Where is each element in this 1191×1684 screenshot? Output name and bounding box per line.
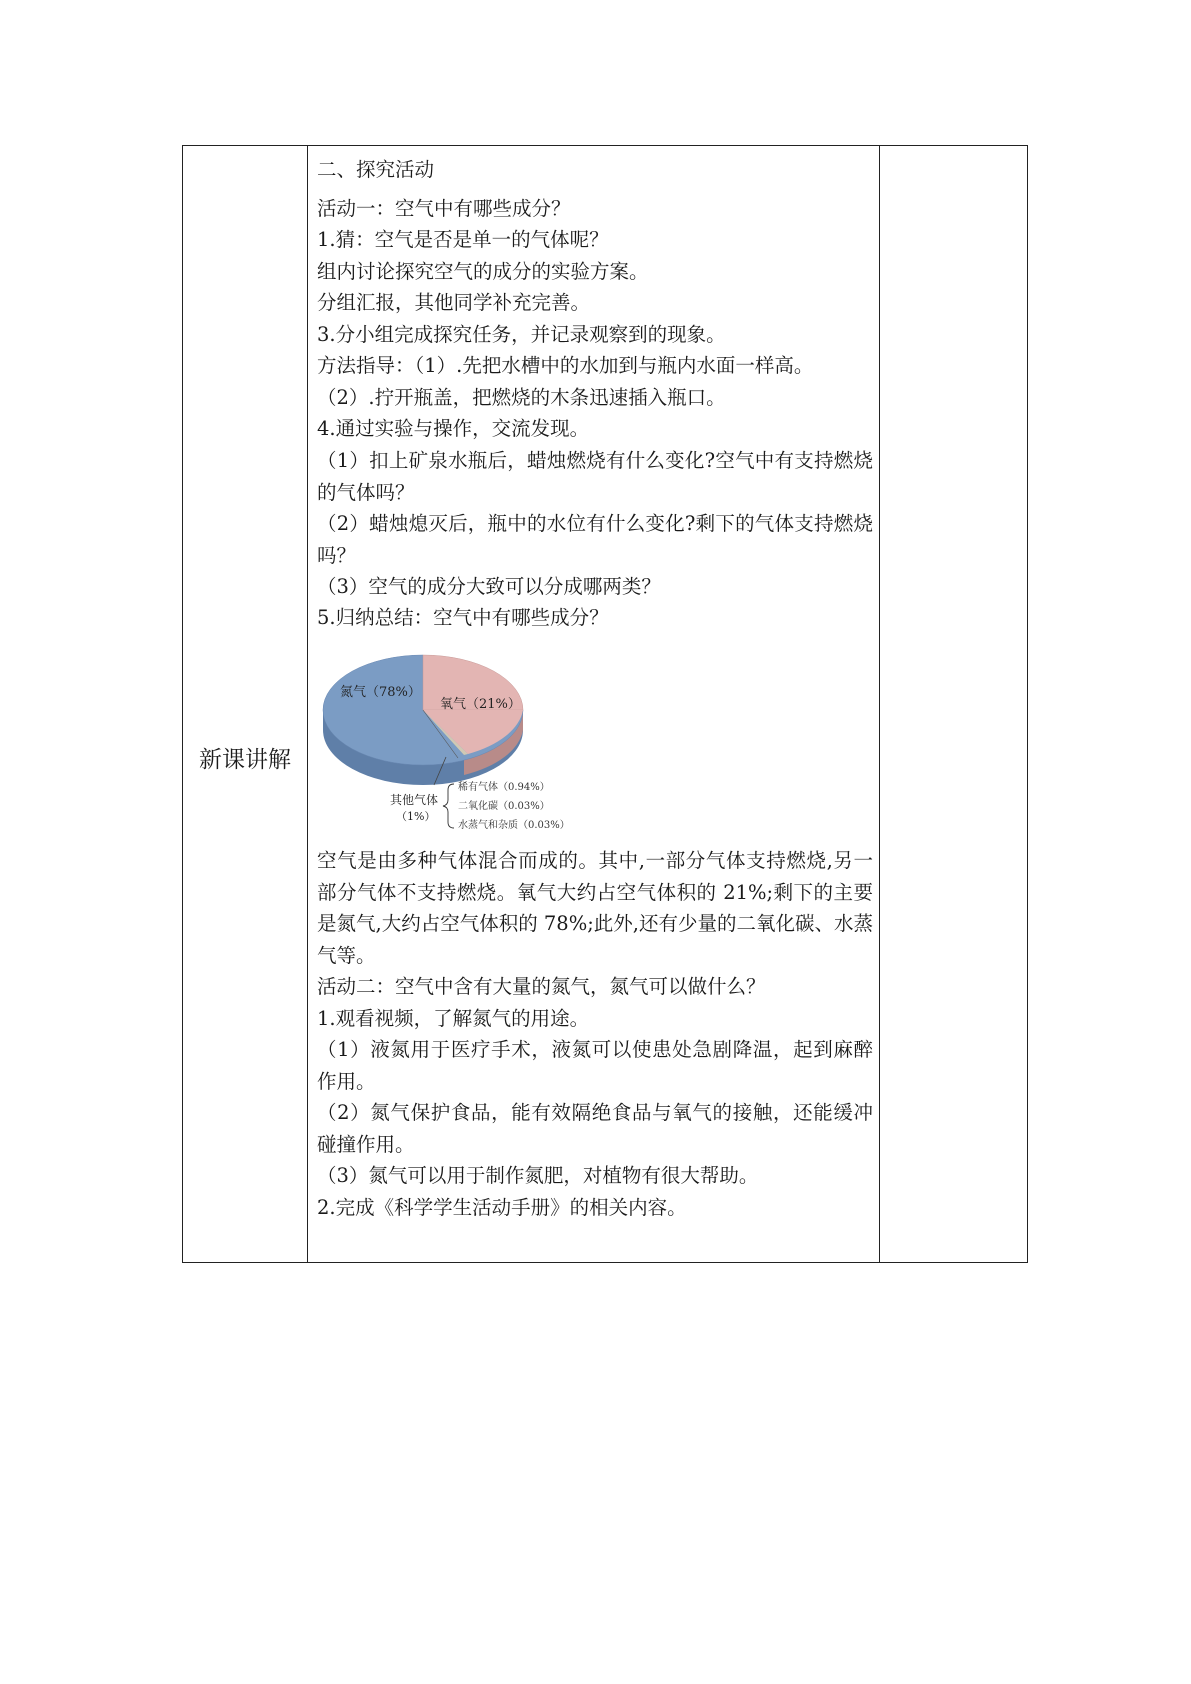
activity-two-title: 活动二：空气中含有大量的氮气，氮气可以做什么？ [317,975,766,998]
text-line: （3）空气的成分大致可以分成哪两类？ [317,575,661,598]
pie-chart-svg [318,650,608,840]
air-composition-pie-chart [318,650,608,840]
text-paragraph: （2）蜡烛熄灭后，瓶中的水位有什么变化?剩下的气体支持燃烧吗？ [317,512,873,567]
text-line: （3）氮气可以用于制作氮肥，对植物有很大帮助。 [317,1164,759,1187]
text-line: 1.观看视频，了解氮气的用途。 [317,1007,590,1030]
text-line: 5.归纳总结：空气中有哪些成分？ [317,606,609,629]
label-other-gases: 其他气体 [390,793,439,807]
brace [443,784,454,828]
label-oxygen: 氧气（21%） [440,697,521,712]
summary-paragraph: 空气是由多种气体混合而成的。其中,一部分气体支持燃烧,另一部分气体不支持燃烧。氧气大约占空气体积的 21%;剩下的主要是氮气,大约占空气体积的 78%;此外,还有少量的二氧化碳、水蒸气等。 [317,849,874,967]
text-line: 1.猜：空气是否是单一的气体呢？ [317,228,609,251]
text-paragraph: （1）扣上矿泉水瓶后，蜡烛燃烧有什么变化?空气中有支持燃烧的气体吗？ [317,449,873,504]
label-co2: 二氧化碳（0.03%） [458,801,550,812]
text-line: 3.分小组完成探究任务，并记录观察到的现象。 [317,323,726,346]
label-water-vapor: 水蒸气和杂质（0.03%） [458,820,570,831]
column-divider-left [307,146,308,1262]
text-line: 方法指导：（1）.先把水槽中的水加到与瓶内水面一样高。 [317,354,814,377]
section-cell [183,146,307,1262]
label-rare-gases: 稀有气体（0.94%） [458,782,550,793]
label-other-pct: （1%） [396,810,436,823]
text-paragraph: （1）液氮用于医疗手术，液氮可以使患处急剧降温，起到麻醉作用。 [317,1038,873,1093]
label-nitrogen: 氮气（78%） [340,685,421,700]
column-divider-right [879,146,880,1262]
text-line: （2）.拧开瓶盖，把燃烧的木条迅速插入瓶口。 [317,386,726,409]
heading-explore: 二、探究活动 [317,158,435,181]
text-line: 2.完成《科学学生活动手册》的相关内容。 [317,1196,687,1219]
text-line: 组内讨论探究空气的成分的实验方案。 [317,260,649,283]
text-line: 4.通过实验与操作，交流发现。 [317,417,590,440]
activity-one-title: 活动一：空气中有哪些成分？ [317,197,571,220]
text-line: 分组汇报，其他同学补充完善。 [317,291,591,314]
section-label: 新课讲解 [199,746,291,773]
text-paragraph: （2）氮气保护食品，能有效隔绝食品与氧气的接触，还能缓冲碰撞作用。 [317,1101,873,1156]
